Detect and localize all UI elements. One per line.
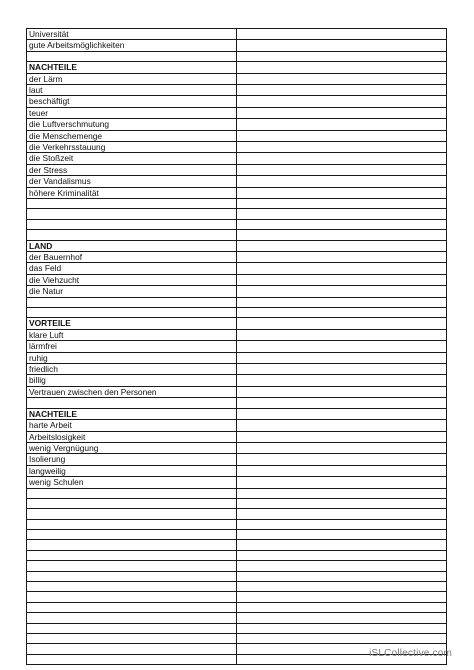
table-row — [27, 130, 447, 141]
blank-answer-cell — [237, 530, 447, 540]
vocab-cell — [27, 540, 237, 550]
table-row — [27, 263, 447, 274]
vocabulary-table — [26, 28, 447, 665]
table-row — [27, 582, 447, 592]
table-row — [27, 488, 447, 498]
table-row — [27, 375, 447, 386]
vocab-cell: Vertrauen zwischen den Personen — [27, 386, 237, 397]
blank-answer-cell — [237, 442, 447, 453]
blank-answer-cell — [237, 286, 447, 297]
vocab-cell: beschäftigt — [27, 96, 237, 107]
table-row — [27, 274, 447, 285]
table-row — [27, 561, 447, 571]
vocab-cell: der Lärm — [27, 73, 237, 84]
vocab-cell — [27, 602, 237, 612]
table-row — [27, 153, 447, 164]
blank-answer-cell — [237, 40, 447, 51]
vocab-cell: teuer — [27, 107, 237, 118]
table-row — [27, 352, 447, 363]
vocab-cell — [27, 623, 237, 633]
blank-answer-cell — [237, 540, 447, 550]
blank-answer-cell — [237, 634, 447, 644]
blank-answer-cell — [237, 498, 447, 508]
vocab-cell: der Stress — [27, 164, 237, 175]
vocab-cell: ruhig — [27, 352, 237, 363]
table-row — [27, 530, 447, 540]
table-row — [27, 540, 447, 550]
blank-answer-cell — [237, 130, 447, 141]
vocab-cell — [27, 398, 237, 408]
table-row — [27, 509, 447, 519]
blank-answer-cell — [237, 318, 447, 329]
vocab-cell — [27, 219, 237, 229]
vocab-cell — [27, 51, 237, 61]
blank-answer-cell — [237, 602, 447, 612]
vocab-cell: der Bauernhof — [27, 252, 237, 263]
table-row — [27, 431, 447, 442]
blank-answer-cell — [237, 153, 447, 164]
blank-answer-cell — [237, 420, 447, 431]
blank-answer-cell — [237, 240, 447, 251]
table-row — [27, 252, 447, 263]
blank-answer-cell — [237, 623, 447, 633]
table-row — [27, 286, 447, 297]
vocab-cell — [27, 199, 237, 209]
blank-answer-cell — [237, 431, 447, 442]
blank-answer-cell — [237, 509, 447, 519]
table-row — [27, 107, 447, 118]
section-heading-cell: NACHTEILE — [27, 62, 237, 73]
vocab-cell — [27, 498, 237, 508]
blank-answer-cell — [237, 73, 447, 84]
vocab-cell: langweilig — [27, 465, 237, 476]
vocabulary-table-body — [27, 29, 447, 665]
vocab-cell — [27, 297, 237, 307]
vocab-cell: lärmfrei — [27, 341, 237, 352]
vocab-cell — [27, 308, 237, 318]
table-row — [27, 498, 447, 508]
table-row — [27, 187, 447, 198]
vocab-cell: laut — [27, 85, 237, 96]
vocab-cell: Universität — [27, 29, 237, 40]
vocab-cell — [27, 509, 237, 519]
blank-answer-cell — [237, 209, 447, 219]
vocab-cell — [27, 644, 237, 654]
table-row — [27, 386, 447, 397]
table-row — [27, 398, 447, 408]
vocab-cell: friedlich — [27, 364, 237, 375]
table-row — [27, 51, 447, 61]
table-row — [27, 318, 447, 329]
blank-answer-cell — [237, 96, 447, 107]
table-row — [27, 119, 447, 130]
vocab-cell: die Menschemenge — [27, 130, 237, 141]
blank-answer-cell — [237, 454, 447, 465]
blank-answer-cell — [237, 550, 447, 560]
table-row — [27, 341, 447, 352]
vocab-cell: Arbeitslosigkeit — [27, 431, 237, 442]
vocab-cell: gute Arbeitsmöglichkeiten — [27, 40, 237, 51]
blank-answer-cell — [237, 352, 447, 363]
table-row — [27, 571, 447, 581]
vocab-cell — [27, 230, 237, 240]
table-row — [27, 230, 447, 240]
table-row — [27, 477, 447, 488]
vocab-cell — [27, 571, 237, 581]
blank-answer-cell — [237, 308, 447, 318]
blank-answer-cell — [237, 164, 447, 175]
blank-answer-cell — [237, 187, 447, 198]
blank-answer-cell — [237, 488, 447, 498]
table-row — [27, 40, 447, 51]
blank-answer-cell — [237, 85, 447, 96]
blank-answer-cell — [237, 119, 447, 130]
vocab-cell: klare Luft — [27, 329, 237, 340]
section-heading-cell: VORTEILE — [27, 318, 237, 329]
table-row — [27, 176, 447, 187]
vocab-cell — [27, 519, 237, 529]
vocab-cell — [27, 654, 237, 664]
vocab-cell — [27, 561, 237, 571]
vocab-cell: die Verkehrsstauung — [27, 142, 237, 153]
vocab-cell: harte Arbeit — [27, 420, 237, 431]
blank-answer-cell — [237, 230, 447, 240]
vocab-cell — [27, 634, 237, 644]
vocab-cell: der Vandalismus — [27, 176, 237, 187]
vocab-cell: höhere Kriminalität — [27, 187, 237, 198]
table-row — [27, 364, 447, 375]
blank-answer-cell — [237, 297, 447, 307]
section-heading-cell: LAND — [27, 240, 237, 251]
blank-answer-cell — [237, 62, 447, 73]
vocab-cell: wenig Vergnügung — [27, 442, 237, 453]
table-row — [27, 465, 447, 476]
blank-answer-cell — [237, 341, 447, 352]
vocab-cell: das Feld — [27, 263, 237, 274]
blank-answer-cell — [237, 329, 447, 340]
vocab-cell: wenig Schulen — [27, 477, 237, 488]
blank-answer-cell — [237, 29, 447, 40]
table-row — [27, 199, 447, 209]
table-row — [27, 602, 447, 612]
vocab-cell — [27, 530, 237, 540]
table-row — [27, 420, 447, 431]
blank-answer-cell — [237, 613, 447, 623]
blank-answer-cell — [237, 142, 447, 153]
table-row — [27, 240, 447, 251]
table-row — [27, 308, 447, 318]
vocab-cell — [27, 550, 237, 560]
table-row — [27, 408, 447, 419]
blank-answer-cell — [237, 477, 447, 488]
vocab-cell — [27, 592, 237, 602]
blank-answer-cell — [237, 263, 447, 274]
blank-answer-cell — [237, 107, 447, 118]
table-row — [27, 519, 447, 529]
table-row — [27, 613, 447, 623]
blank-answer-cell — [237, 199, 447, 209]
table-row — [27, 634, 447, 644]
table-row — [27, 219, 447, 229]
vocab-cell: Isolierung — [27, 454, 237, 465]
blank-answer-cell — [237, 386, 447, 397]
blank-answer-cell — [237, 274, 447, 285]
table-row — [27, 550, 447, 560]
blank-answer-cell — [237, 592, 447, 602]
footer-watermark: iSLCollective.com — [369, 648, 452, 659]
blank-answer-cell — [237, 219, 447, 229]
table-row — [27, 329, 447, 340]
table-row — [27, 73, 447, 84]
table-row — [27, 454, 447, 465]
table-row — [27, 297, 447, 307]
vocab-cell — [27, 488, 237, 498]
table-row — [27, 85, 447, 96]
blank-answer-cell — [237, 408, 447, 419]
blank-answer-cell — [237, 364, 447, 375]
vocab-cell: die Stoßzeit — [27, 153, 237, 164]
blank-answer-cell — [237, 398, 447, 408]
vocab-cell — [27, 209, 237, 219]
table-row — [27, 96, 447, 107]
table-row — [27, 29, 447, 40]
blank-answer-cell — [237, 176, 447, 187]
table-row — [27, 592, 447, 602]
table-row — [27, 164, 447, 175]
blank-answer-cell — [237, 465, 447, 476]
section-heading-cell: NACHTEILE — [27, 408, 237, 419]
vocab-cell — [27, 613, 237, 623]
blank-answer-cell — [237, 375, 447, 386]
vocab-cell: die Viehzucht — [27, 274, 237, 285]
vocab-cell: die Luftverschmutung — [27, 119, 237, 130]
blank-answer-cell — [237, 571, 447, 581]
blank-answer-cell — [237, 51, 447, 61]
table-row — [27, 209, 447, 219]
blank-answer-cell — [237, 561, 447, 571]
table-row — [27, 142, 447, 153]
vocab-cell: die Natur — [27, 286, 237, 297]
vocab-cell: billig — [27, 375, 237, 386]
blank-answer-cell — [237, 519, 447, 529]
table-row — [27, 62, 447, 73]
blank-answer-cell — [237, 252, 447, 263]
vocab-cell — [27, 582, 237, 592]
blank-answer-cell — [237, 582, 447, 592]
table-row — [27, 623, 447, 633]
table-row — [27, 442, 447, 453]
